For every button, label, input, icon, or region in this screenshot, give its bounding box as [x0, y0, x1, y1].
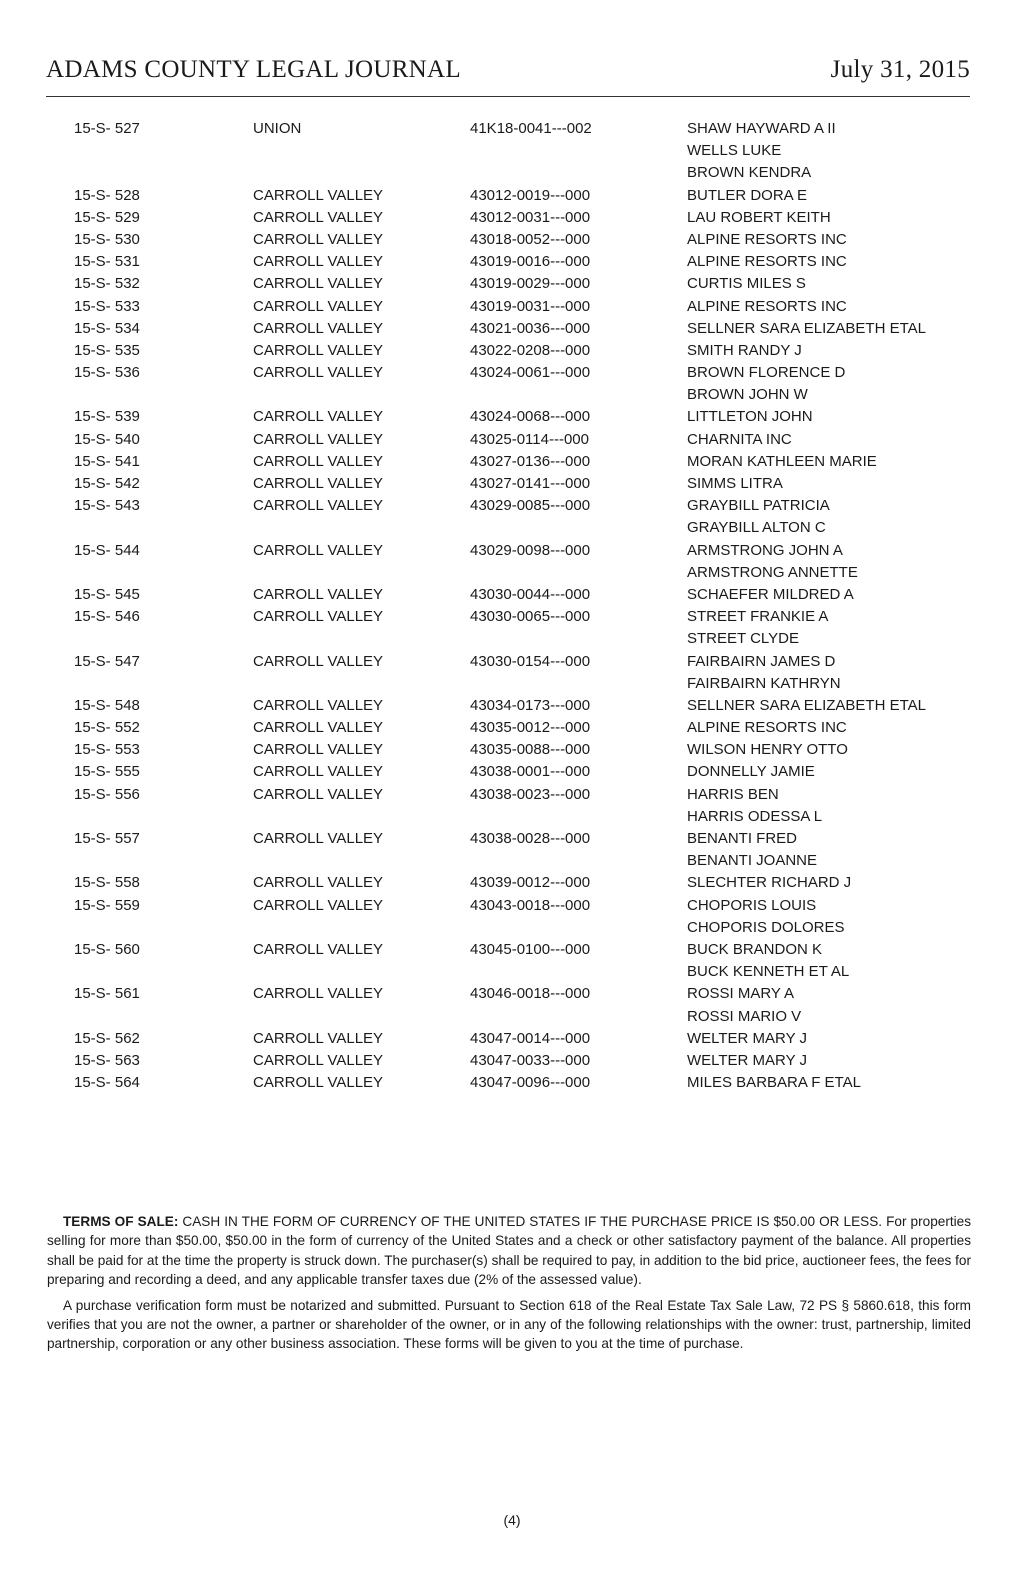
township: CARROLL VALLEY — [253, 1074, 384, 1092]
header-divider — [46, 96, 970, 97]
case-number: 15-S- 555 — [74, 763, 140, 781]
listing-row — [0, 451, 1024, 473]
owner-name: GRAYBILL ALTON C — [687, 519, 826, 537]
owner-name: LITTLETON JOHN — [687, 408, 813, 426]
case-number: 15-S- 533 — [74, 297, 140, 315]
listing-row — [0, 584, 1024, 606]
township: CARROLL VALLEY — [253, 364, 384, 382]
listing-row — [0, 296, 1024, 318]
case-number: 15-S- 528 — [74, 186, 140, 204]
owner-name: ROSSI MARY A — [687, 985, 794, 1003]
township: CARROLL VALLEY — [253, 985, 384, 1003]
township: CARROLL VALLEY — [253, 475, 384, 492]
parcel-number: 43022-0208---000 — [470, 341, 591, 359]
listing-row — [0, 917, 1024, 939]
parcel-number: 43029-0098---000 — [470, 541, 591, 559]
parcel-number: 43043-0018---000 — [470, 896, 591, 914]
listing-row — [0, 207, 1024, 229]
case-number: 15-S- 540 — [74, 430, 140, 448]
township: CARROLL VALLEY — [253, 319, 384, 337]
listing-row — [0, 717, 1024, 739]
owner-name: GRAYBILL PATRICIA — [687, 497, 830, 515]
township: CARROLL VALLEY — [253, 652, 384, 670]
listing-row — [0, 895, 1024, 917]
listing-row — [0, 628, 1024, 650]
listing-row — [0, 162, 1024, 184]
listing-row — [0, 118, 1024, 140]
case-number: 15-S- 546 — [74, 608, 140, 626]
township: CARROLL VALLEY — [253, 608, 384, 626]
parcel-number: 43012-0019---000 — [470, 186, 591, 204]
township: CARROLL VALLEY — [253, 230, 384, 248]
page-header — [46, 56, 970, 86]
owner-name: SHAW HAYWARD A II — [687, 120, 836, 137]
township: CARROLL VALLEY — [253, 696, 384, 714]
owner-name: BROWN JOHN W — [687, 386, 808, 404]
listing-row — [0, 651, 1024, 673]
owner-name: ALPINE RESORTS INC — [687, 253, 847, 271]
listing-row — [0, 673, 1024, 695]
terms-paragraph-2: A purchase verification form must be notarized and submitted. Pursuant to Section 618 of the Real Estate Tax Sale Law, 72 PS § 5860.618, this form verifies that you are not the owner, a partner or shareholder of the owner, or in any of the following relationships with the owner: trust, partnership, limited partnership, corporation or any other business association. These forms will be given to you at the time of purchase. — [47, 1297, 971, 1352]
owner-name: HARRIS BEN — [687, 785, 779, 803]
listing-row — [0, 140, 1024, 162]
owner-name: ROSSI MARIO V — [687, 1007, 802, 1025]
owner-name: CHOPORIS DOLORES — [687, 918, 845, 936]
township: CARROLL VALLEY — [253, 785, 384, 803]
parcel-number: 43019-0031---000 — [470, 297, 591, 315]
listing-row — [0, 850, 1024, 872]
listing-row — [0, 540, 1024, 562]
township: CARROLL VALLEY — [253, 186, 384, 204]
parcel-number: 43035-0012---000 — [470, 719, 591, 737]
case-number: 15-S- 534 — [74, 319, 140, 337]
owner-name: FAIRBAIRN JAMES D — [687, 652, 836, 670]
owner-name: STREET CLYDE — [687, 630, 799, 648]
listing-row — [0, 362, 1024, 384]
parcel-number: 43024-0061---000 — [470, 364, 591, 382]
parcel-number: 43024-0068---000 — [470, 408, 591, 426]
parcel-number: 43012-0031---000 — [470, 208, 591, 226]
owner-name: CURTIS MILES S — [687, 275, 806, 293]
parcel-number: 43030-0044---000 — [470, 585, 591, 603]
township: CARROLL VALLEY — [253, 253, 384, 271]
township: CARROLL VALLEY — [253, 940, 384, 958]
case-number: 15-S- 547 — [74, 652, 140, 670]
owner-name: BROWN KENDRA — [687, 164, 812, 182]
case-number: 15-S- 529 — [74, 208, 140, 226]
owner-name: BUTLER DORA E — [687, 186, 808, 204]
township: CARROLL VALLEY — [253, 830, 384, 847]
listing-row — [0, 229, 1024, 251]
parcel-number: 43047-0014---000 — [470, 1029, 591, 1047]
case-number: 15-S- 530 — [74, 230, 140, 248]
parcel-number: 43019-0029---000 — [470, 275, 591, 293]
parcel-number: 43029-0085---000 — [470, 497, 591, 515]
parcel-number: 43034-0173---000 — [470, 696, 591, 714]
listing-row — [0, 983, 1024, 1005]
parcel-number: 41K18-0041---002 — [470, 120, 592, 137]
parcel-number: 43019-0016---000 — [470, 253, 591, 271]
township: CARROLL VALLEY — [253, 297, 384, 315]
owner-name: ALPINE RESORTS INC — [687, 719, 847, 737]
owner-name: STREET FRANKIE A — [687, 608, 829, 626]
parcel-number: 43045-0100---000 — [470, 940, 591, 958]
case-number: 15-S- 548 — [74, 696, 140, 714]
listing-row — [0, 961, 1024, 983]
listing-row — [0, 340, 1024, 362]
owner-name: SELLNER SARA ELIZABETH ETAL — [687, 319, 926, 337]
parcel-number: 43025-0114---000 — [470, 430, 589, 448]
township: CARROLL VALLEY — [253, 874, 384, 892]
case-number: 15-S- 543 — [74, 497, 140, 515]
township: CARROLL VALLEY — [253, 341, 384, 359]
case-number: 15-S- 562 — [74, 1029, 140, 1047]
township: CARROLL VALLEY — [253, 741, 384, 759]
parcel-number: 43027-0136---000 — [470, 452, 591, 470]
township: UNION — [253, 120, 302, 137]
owner-name: BENANTI JOANNE — [687, 852, 818, 870]
owner-name: LAU ROBERT KEITH — [687, 208, 831, 226]
case-number: 15-S- 532 — [74, 275, 140, 293]
listing-row — [0, 784, 1024, 806]
parcel-number: 43046-0018---000 — [470, 985, 591, 1003]
listing-row — [0, 872, 1024, 894]
parcel-number: 43021-0036---000 — [470, 319, 591, 337]
owner-name: ARMSTRONG ANNETTE — [687, 563, 858, 581]
case-number: 15-S- 553 — [74, 741, 140, 759]
listing-row — [0, 251, 1024, 273]
case-number: 15-S- 557 — [74, 830, 140, 847]
case-number: 15-S- 541 — [74, 452, 140, 470]
owner-name: SELLNER SARA ELIZABETH ETAL — [687, 696, 926, 714]
parcel-number: 43027-0141---000 — [470, 475, 591, 492]
township: CARROLL VALLEY — [253, 1051, 384, 1069]
issue-date: July 31, 2015 — [830, 56, 970, 83]
listing-row — [0, 606, 1024, 628]
parcel-number: 43018-0052---000 — [470, 230, 591, 248]
case-number: 15-S- 563 — [74, 1051, 140, 1069]
owner-name: CHOPORIS LOUIS — [687, 896, 817, 914]
township: CARROLL VALLEY — [253, 896, 384, 914]
owner-name: WELTER MARY J — [687, 1029, 808, 1047]
listing-row — [0, 1006, 1024, 1028]
township: CARROLL VALLEY — [253, 719, 384, 737]
listing-row — [0, 473, 1024, 495]
owner-name: WELTER MARY J — [687, 1051, 808, 1069]
parcel-number: 43030-0065---000 — [470, 608, 591, 626]
owner-name: SMITH RANDY J — [687, 341, 802, 359]
township: CARROLL VALLEY — [253, 452, 384, 470]
listing-row — [0, 828, 1024, 850]
listing-row — [0, 562, 1024, 584]
case-number: 15-S- 544 — [74, 541, 140, 559]
terms-text-1: CASH IN THE FORM OF CURRENCY OF THE UNITED STATES IF THE PURCHASE PRICE IS $50.00 OR LESS. For properties selling for more than $50.00, $50.00 in the form of currency of the United States and a check or other satisfactory payment of the balance. All properties shall be paid for at the time the property is struck down. The purchaser(s) shall be required to pay, in addition to the bid price, auctioneer fees, the fees for preparing and recording a deed, and any applicable transfer taxes due (2% of the assessed value). — [47, 1214, 972, 1288]
owner-name: MORAN KATHLEEN MARIE — [687, 452, 877, 470]
owner-name: SLECHTER RICHARD J — [687, 874, 852, 892]
parcel-number: 43030-0154---000 — [470, 652, 591, 670]
listing-row — [0, 185, 1024, 207]
owner-name: BUCK KENNETH ET AL — [687, 963, 850, 981]
listing-row — [0, 739, 1024, 761]
tax-sale-listing — [0, 118, 1024, 1094]
parcel-number: 43039-0012---000 — [470, 874, 591, 892]
case-number: 15-S- 545 — [74, 585, 140, 603]
listing-row — [0, 273, 1024, 295]
township: CARROLL VALLEY — [253, 275, 384, 293]
listing-row — [0, 761, 1024, 783]
township: CARROLL VALLEY — [253, 585, 384, 603]
listing-row — [0, 429, 1024, 451]
owner-name: MILES BARBARA F ETAL — [687, 1074, 861, 1092]
township: CARROLL VALLEY — [253, 1029, 384, 1047]
owner-name: BENANTI FRED — [687, 830, 798, 847]
case-number: 15-S- 552 — [74, 719, 140, 737]
township: CARROLL VALLEY — [253, 541, 384, 559]
owner-name: ALPINE RESORTS INC — [687, 297, 847, 315]
case-number: 15-S- 559 — [74, 896, 140, 914]
township: CARROLL VALLEY — [253, 408, 384, 426]
journal-title: ADAMS COUNTY LEGAL JOURNAL — [46, 56, 461, 83]
case-number: 15-S- 564 — [74, 1074, 140, 1092]
terms-paragraph-1 — [47, 1212, 971, 1290]
parcel-number: 43047-0033---000 — [470, 1051, 591, 1069]
owner-name: WELLS LUKE — [687, 142, 782, 160]
listing-row — [0, 1050, 1024, 1072]
terms-of-sale — [47, 1212, 971, 1360]
owner-name: ARMSTRONG JOHN A — [687, 541, 843, 559]
township: CARROLL VALLEY — [253, 208, 384, 226]
listing-row — [0, 517, 1024, 539]
parcel-number: 43038-0028---000 — [470, 830, 591, 847]
case-number: 15-S- 560 — [74, 940, 140, 958]
owner-name: BROWN FLORENCE D — [687, 364, 846, 382]
owner-name: ALPINE RESORTS INC — [687, 230, 847, 248]
owner-name: SCHAEFER MILDRED A — [687, 585, 854, 603]
owner-name: CHARNITA INC — [687, 430, 792, 448]
owner-name: FAIRBAIRN KATHRYN — [687, 674, 841, 692]
listing-row — [0, 1072, 1024, 1094]
parcel-number: 43038-0001---000 — [470, 763, 591, 781]
owner-name: SIMMS LITRA — [687, 475, 783, 492]
listing-row — [0, 384, 1024, 406]
township: CARROLL VALLEY — [253, 763, 384, 781]
owner-name: WILSON HENRY OTTO — [687, 741, 848, 759]
owner-name: DONNELLY JAMIE — [687, 763, 815, 781]
listing-row — [0, 495, 1024, 517]
case-number: 15-S- 536 — [74, 364, 140, 382]
township: CARROLL VALLEY — [253, 430, 384, 448]
terms-heading: TERMS OF SALE: — [63, 1214, 179, 1229]
case-number: 15-S- 535 — [74, 341, 140, 359]
listing-row — [0, 806, 1024, 828]
parcel-number: 43047-0096---000 — [470, 1074, 591, 1092]
owner-name: BUCK BRANDON K — [687, 940, 823, 958]
listing-row — [0, 695, 1024, 717]
parcel-number: 43038-0023---000 — [470, 785, 591, 803]
case-number: 15-S- 539 — [74, 408, 140, 426]
case-number: 15-S- 561 — [74, 985, 140, 1003]
case-number: 15-S- 542 — [74, 475, 140, 492]
case-number: 15-S- 556 — [74, 785, 140, 803]
case-number: 15-S- 558 — [74, 874, 140, 892]
owner-name: HARRIS ODESSA L — [687, 807, 823, 825]
listing-row — [0, 406, 1024, 428]
case-number: 15-S- 527 — [74, 120, 140, 137]
case-number: 15-S- 531 — [74, 253, 140, 271]
township: CARROLL VALLEY — [253, 497, 384, 515]
listing-row — [0, 939, 1024, 961]
page-number: (4) — [503, 1512, 521, 1528]
listing-row — [0, 318, 1024, 340]
parcel-number: 43035-0088---000 — [470, 741, 591, 759]
listing-row — [0, 1028, 1024, 1050]
